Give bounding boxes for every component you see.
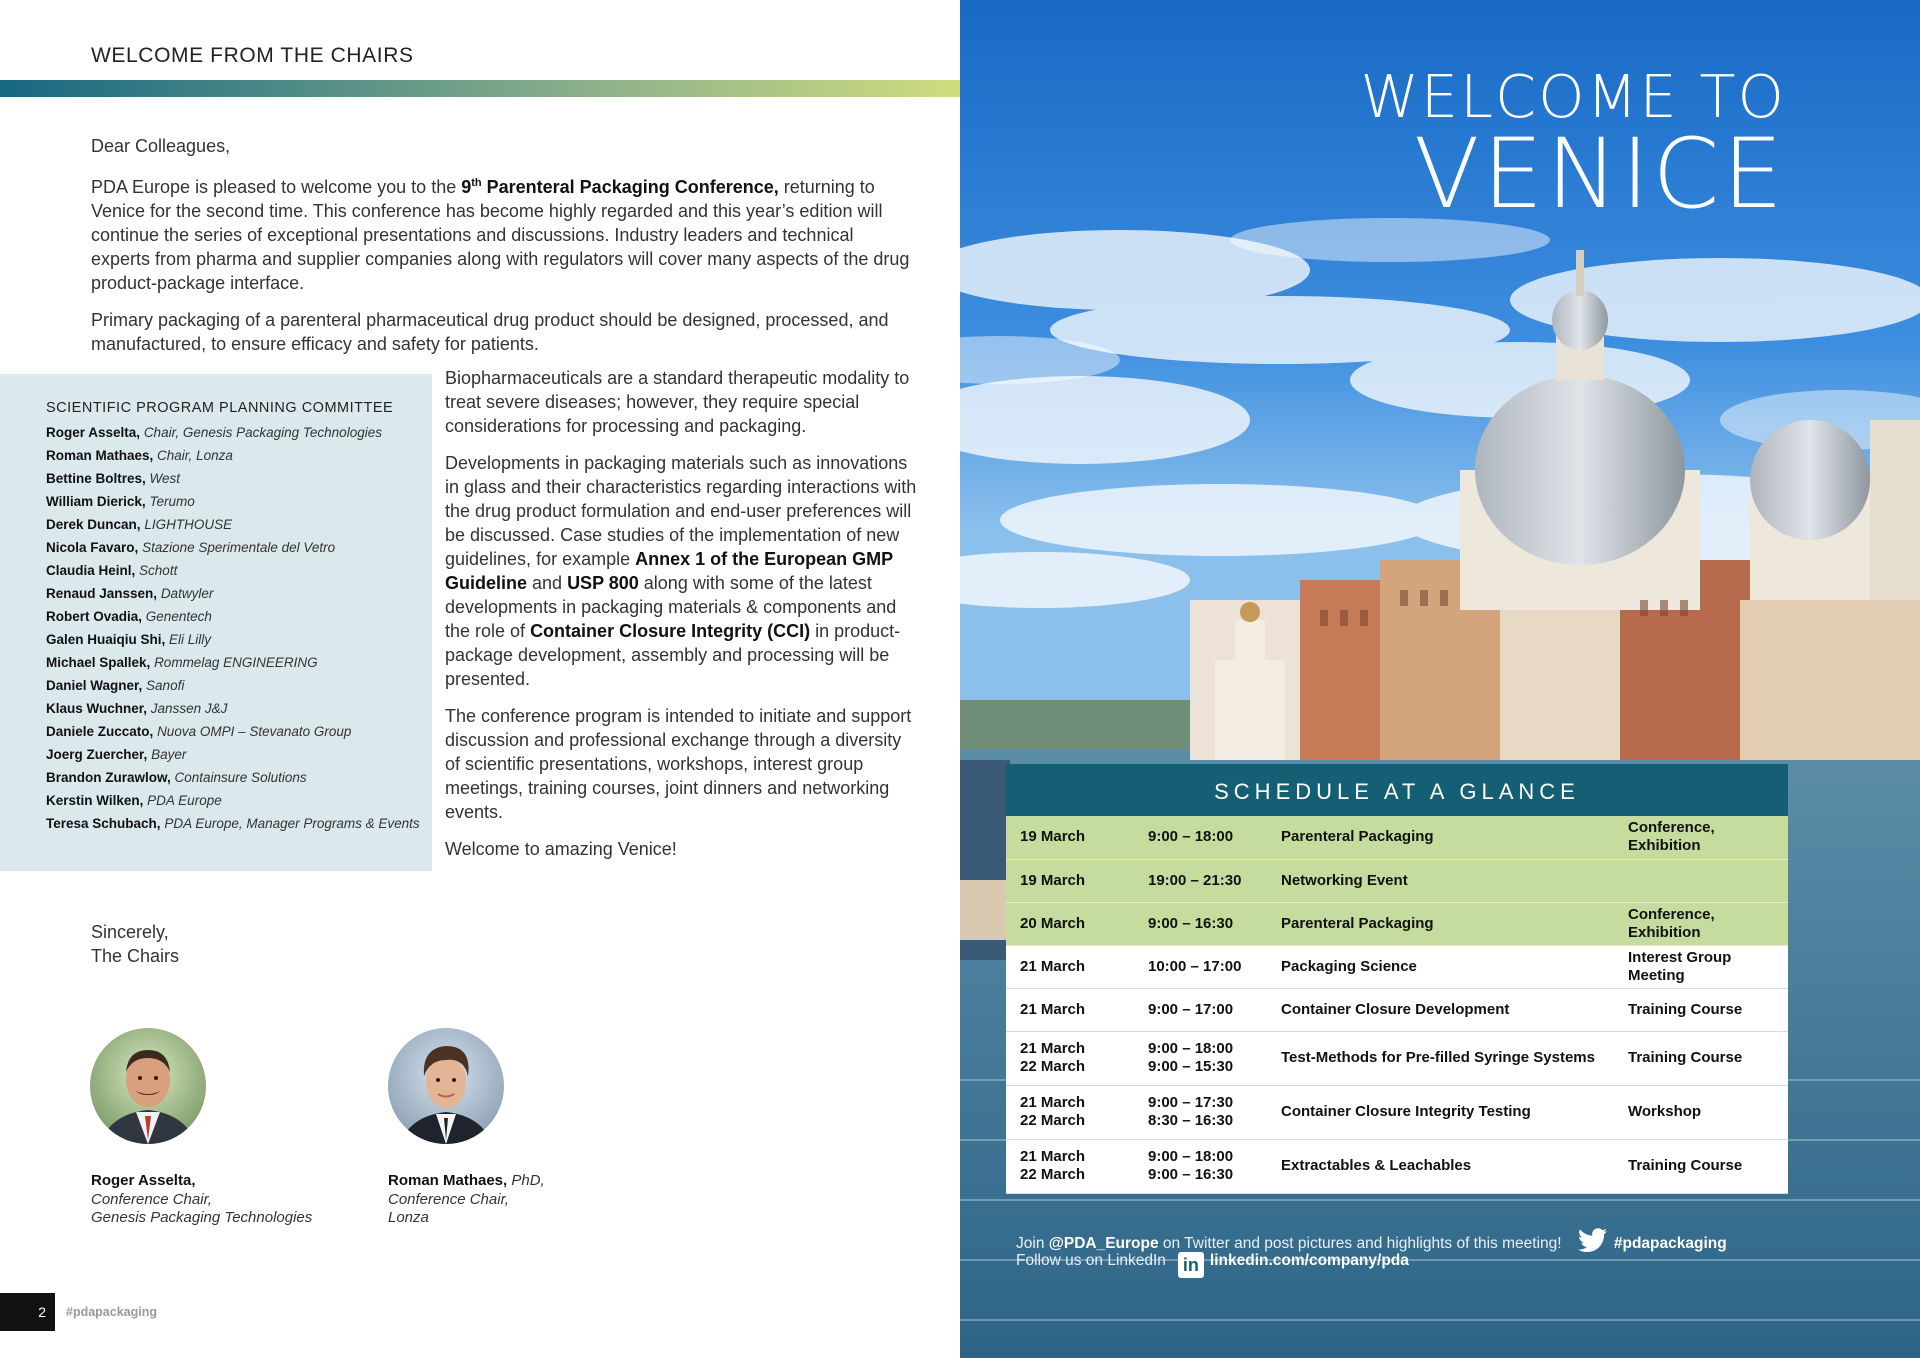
committee-member: Michael Spallek, Rommelag ENGINEERING (46, 655, 318, 670)
schedule-title: SCHEDULE AT A GLANCE (1006, 764, 1788, 816)
hero-welcome: WELCOME TO (1360, 62, 1786, 131)
schedule-type: Training Course (1614, 1139, 1788, 1193)
schedule-time: 9:00 – 18:00 (1134, 816, 1267, 859)
schedule-row (1006, 859, 1788, 902)
committee-member: Klaus Wuchner, Janssen J&J (46, 701, 228, 716)
schedule-date: 19 March (1006, 816, 1134, 859)
schedule-event: Container Closure Development (1267, 988, 1614, 1031)
schedule-date: 21 March 22 March (1006, 1031, 1134, 1085)
committee-member: Claudia Heinl, Schott (46, 563, 178, 578)
schedule-type: Workshop (1614, 1085, 1788, 1139)
committee-member: Joerg Zuercher, Bayer (46, 747, 187, 762)
closing: Sincerely, The Chairs (91, 922, 180, 966)
schedule-date: 21 March 22 March (1006, 1139, 1134, 1193)
committee-member: William Dierick, Terumo (46, 494, 195, 509)
right-page (960, 0, 1920, 1358)
committee-box (0, 374, 432, 871)
schedule-row (1006, 1085, 1788, 1139)
paragraph-biopharma: Biopharmaceuticals are a standard therapeutic modality to treat severe diseases; however, they require special considerations for processing and packaging. (445, 368, 910, 436)
twitter-line: Join @PDA_Europe on Twitter and post pictures and highlights of this meeting! #pdapackaging (1016, 1228, 1727, 1250)
schedule-type: Conference, Exhibition (1614, 816, 1788, 859)
linkedin-icon: in (1178, 1252, 1204, 1278)
committee-title: SCIENTIFIC PROGRAM PLANNING COMMITTEE (46, 400, 394, 416)
schedule-date: 21 March (1006, 945, 1134, 988)
schedule-date: 21 March (1006, 988, 1134, 1031)
paragraph-intro: PDA Europe is pleased to welcome you to the 9th Parenteral Packaging Conference, returning to Venice for the second time. This conference has become highly regarded and this year’s edition will continue the series of exceptional presentations and discussions. Industry leaders and technical experts from pharma and supplier companies along with regulators will cover many aspects of the drug product-package interface. (91, 177, 910, 293)
committee-member: Galen Huaiqiu Shi, Eli Lilly (46, 632, 212, 647)
schedule-event: Packaging Science (1267, 945, 1614, 988)
committee-list (46, 421, 420, 835)
schedule-type: Training Course (1614, 1031, 1788, 1085)
committee-member: Daniele Zuccato, Nuova OMPI – Stevanato Group (46, 724, 352, 739)
schedule-time: 9:00 – 17:30 8:30 – 16:30 (1134, 1085, 1267, 1139)
committee-member: Roman Mathaes, Chair, Lonza (46, 448, 233, 463)
schedule-event: Container Closure Integrity Testing (1267, 1085, 1614, 1139)
linkedin-link[interactable]: linkedin.com/company/pda (1209, 1252, 1409, 1269)
schedule-type (1614, 859, 1788, 902)
schedule-type: Interest Group Meeting (1614, 945, 1788, 988)
committee-member: Bettine Boltres, West (46, 471, 181, 486)
paragraph-welcome: Welcome to amazing Venice! (445, 839, 677, 859)
schedule-event: Parenteral Packaging (1267, 902, 1614, 945)
schedule-date: 20 March (1006, 902, 1134, 945)
signature-roman-mathaes: Roman Mathaes, PhD, Conference Chair, Lonza (388, 1172, 545, 1226)
committee-member: Derek Duncan, LIGHTHOUSE (46, 517, 233, 532)
page-title: WELCOME FROM THE CHAIRS (91, 44, 414, 67)
schedule-row (1006, 902, 1788, 945)
schedule-event: Test-Methods for Pre-filled Syringe Systems (1267, 1031, 1614, 1085)
schedule-type: Conference, Exhibition (1614, 902, 1788, 945)
schedule-time: 9:00 – 18:00 9:00 – 16:30 (1134, 1139, 1267, 1193)
schedule-row (1006, 988, 1788, 1031)
committee-member: Teresa Schubach, PDA Europe, Manager Programs & Events (46, 816, 420, 831)
linkedin-line: Follow us on LinkedIn in linkedin.com/company/pda (1016, 1250, 1727, 1272)
twitter-handle[interactable]: @PDA_Europe (1048, 1235, 1159, 1252)
committee-member: Roger Asselta, Chair, Genesis Packaging Technologies (46, 425, 382, 440)
avatar-roman-mathaes (388, 1028, 504, 1144)
schedule-row (1006, 816, 1788, 859)
schedule-row (1006, 945, 1788, 988)
schedule-table (1006, 764, 1788, 1194)
schedule-event: Extractables & Leachables (1267, 1139, 1614, 1193)
schedule-time: 10:00 – 17:00 (1134, 945, 1267, 988)
hero-venice: VENICE (1413, 118, 1786, 230)
committee-member: Robert Ovadia, Genentech (46, 609, 212, 624)
schedule-time: 9:00 – 17:00 (1134, 988, 1267, 1031)
schedule-date: 21 March 22 March (1006, 1085, 1134, 1139)
committee-member: Renaud Janssen, Datwyler (46, 586, 214, 601)
paragraph-program: The conference program is intended to initiate and support discussion and professional exchange through a diversity of scientific presentations, workshops, interest group meetings, training courses, joint dinners and networking events. (445, 706, 912, 822)
schedule-time: 19:00 – 21:30 (1134, 859, 1267, 902)
gradient-divider (0, 80, 960, 97)
schedule-event: Networking Event (1267, 859, 1614, 902)
schedule-date: 19 March (1006, 859, 1134, 902)
schedule-row (1006, 1139, 1788, 1193)
schedule-event: Parenteral Packaging (1267, 816, 1614, 859)
social-footer (1016, 1228, 1727, 1275)
paragraph-developments: Developments in packaging materials such as innovations in glass and their characteristics regarding interactions with the drug product formulation and end-user preferences will be discussed. Case studies of the implementation of new guidelines, for example Annex 1 of the European GMP Guideline and USP 800 along with some of the latest developments in packaging materials & components and the role of Container Closure Integrity (CCI) in product-package development, assembly and processing will be presented. (445, 453, 917, 689)
signature-roger-asselta: Roger Asselta, Conference Chair, Genesis Packaging Technologies (91, 1172, 313, 1226)
committee-member: Daniel Wagner, Sanofi (46, 678, 185, 693)
paragraph-primary-packaging: Primary packaging of a parenteral pharmaceutical drug product should be designed, processed, and manufactured, to ensure efficacy and safety for patients. (91, 310, 889, 354)
committee-member: Brandon Zurawlow, Containsure Solutions (46, 770, 307, 785)
footer-hashtag: #pdapackaging (66, 1305, 157, 1319)
avatar-roger-asselta (90, 1028, 206, 1144)
welcome-letter (91, 134, 911, 369)
schedule-type: Training Course (1614, 988, 1788, 1031)
greeting: Dear Colleagues, (91, 136, 231, 156)
letter-continued (445, 366, 920, 874)
page-number: 2 (0, 1293, 55, 1331)
schedule-time: 9:00 – 18:00 9:00 – 15:30 (1134, 1031, 1267, 1085)
hashtag[interactable]: #pdapackaging (1613, 1235, 1727, 1252)
committee-member: Nicola Favaro, Stazione Sperimentale del Vetro (46, 540, 336, 555)
schedule-row (1006, 1031, 1788, 1085)
committee-member: Kerstin Wilken, PDA Europe (46, 793, 222, 808)
schedule-time: 9:00 – 16:30 (1134, 902, 1267, 945)
